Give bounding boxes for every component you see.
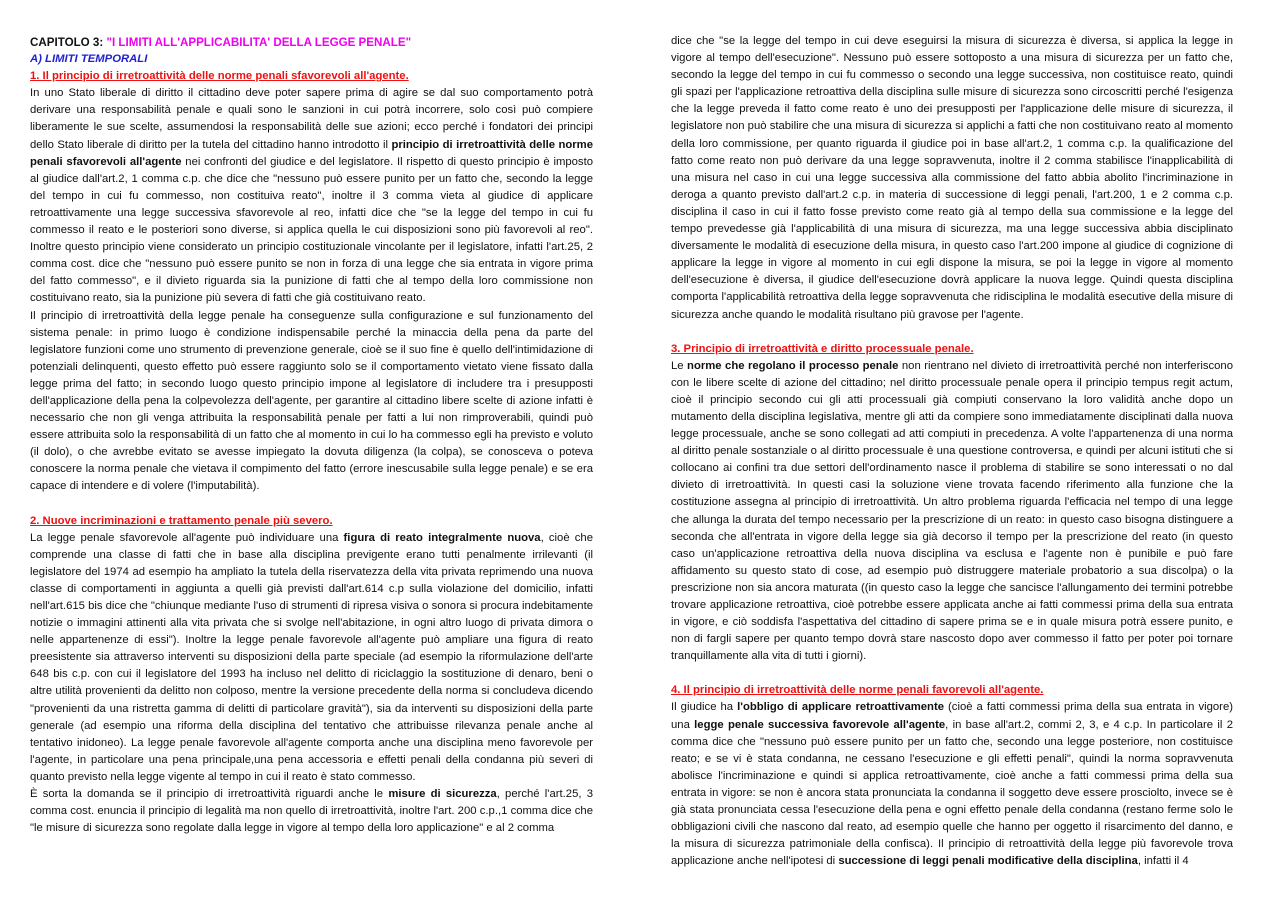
- paragraph-7-text-c: (cioè a fatti commessi prima della sua entrata in vigore) una: [671, 701, 1233, 731]
- paragraph-1-text-c: nei confronti del giudice e del legislatore. Il rispetto di questo principio è imposto al giudice dall'art.2, 1 comma c.p. che dice che "nessuno può essere punito per un fatto che, secondo la legge del tempo in cui fu commesso, non costituiva reato", inoltre il 3 comma vieta al giudice di applicare retroattivamente una legge successiva sfavorevole al reo, infatti dice che "se la legge del tempo in cui fu commesso il reato e le posteriori sono diverse, si applica quella le cui disposizioni sono più favorevoli al reo". Inoltre questo principio viene considerato un principio costituzionale vincolante per il legislatore, infatti l'art.25, 2 comma cost. dice che "nessuno può essere punito se non in forza di una legge che sia entrata in vigore prima del fatto commesso", e il divieto riguarda sia la punizione di fatti che al tempo della loro commissione non costituivano reato, sia la punizione più severa di fatti che già costituivano reato.: [30, 155, 593, 305]
- spacer: [671, 324, 1233, 341]
- paragraph-4-text-c: , perché l'art.25, 3 comma cost. enuncia il principio di legalità ma non quello di irretroattività, inoltre l'art. 200 c.p.,1 comma dice che "le misure di sicurezza sono regolate dalla legge in vigore al tempo della loro applicazione" e al 2 comma: [30, 788, 593, 835]
- paragraph-7-bold-1: l'obbligo di applicare retroattivamente: [737, 701, 944, 714]
- paragraph-3: [30, 530, 593, 786]
- paragraph-7-bold-2: legge penale successiva favorevole all'agente: [694, 718, 946, 731]
- right-column: [671, 33, 1233, 870]
- heading-2: 2. Nuove incriminazioni e trattamento penale più severo.: [30, 514, 333, 527]
- paragraph-4-bold: misure di sicurezza: [388, 788, 497, 801]
- spacer: [671, 665, 1233, 682]
- chapter-title: [30, 34, 593, 51]
- paragraph-7: [671, 699, 1233, 870]
- paragraph-6-text-c: non rientrano nel divieto di irretroattività perché non interferiscono con le libere scelte di azione del cittadino; nel diritto processuale penale opera il principio tempus regit actum, cioè il principio secondo cui gli atti processuali già compiuti conservano la loro validità anche dopo un mutamento della disciplina legislativa, mentre gli atti da compiere sono immediatamente disciplinati dalla nuova legge processuale, anche se sono collegati ad atti compiuti in precedenza. A volte l'appartenenza di una norma al diritto penale sostanziale o al diritto processuale è una questione controversa, e quindi per alcuni istituti che si collocano ai confini tra due settori dell'ordinamento nasce il problema di stabilire se sono interessati o no dal divieto di irretroattività. In questi casi la soluzione viene trovata facendo riferimento alla funzione che la costituzione assegna al principio di irretroattività. Un altro problema riguarda l'efficacia nel tempo di una legge che allunga la durata del tempo necessario per la prescrizione di un reato: in questo caso bisogna distinguere a seconda che all'entrata in vigore della legge sia già decorso il tempo per la prescrizione del reato (in questo caso un'applicazione retroattiva della nuova disciplina va esclusa e l'agente non è punibile e può fare affidamento su questo stato di cose, ad esempio può distruggere materiale probatorio a sua discolpa) o la prescrizione non sia ancora maturata ((in questo caso la legge che sancisce l'allungamento dei termini potrebbe trovare applicazione retroattiva, cioè potrebbe essere applicata anche ai fatti commessi prima della sua entrata in vigore, e ciò soddisfa l'aspettativa del cittadino di sapere prima se e in quale misura potrà essere punito, e non di fargli sapere per quanto tempo dovrà stare nascosto dopo aver commesso il fatto per poter poi tornare tranquillamente alla vita di tutti i giorni).: [671, 359, 1233, 663]
- paragraph-1: [30, 85, 593, 307]
- paragraph-1-bold: principio di irretroattività delle norme penali sfavorevoli all'agente: [30, 138, 593, 168]
- paragraph-7-text-e: , in base all'art.2, commi 2, 3, e 4 c.p. In particolare il 2 comma dice che "nessuno può essere punito per un fatto che, secondo una legge posteriore, non costituisce reato; e se vi è stata condanna, ne cessano l'esecuzione e gli effetti penali", quindi la norma sopravvenuta abolisce l'incriminazione e quindi si applica retroattivamente, cioè anche a fatti commessi prima della sua entrata in vigore: se non è ancora stata pronunciata la condanna il soggetto deve essere prosciolto, invece se è già stata pronunciata cessa l'esecuzione della pena e ogni effetto penale della condanna (restano ferme solo le obbligazioni civili che nascono dal reato, ad esempio quelle che hanno per oggetto il risarcimento del danno, e la misura di sicurezza patrimoniale della confisca). Il principio di retroattività della legge più favorevole trova applicazione anche nell'ipotesi di: [671, 718, 1233, 868]
- paragraph-1-text-a: In uno Stato liberale di diritto il cittadino deve poter sapere prima di agire se dal suo comportamento potrà derivare una responsabilità penale e quali sono le sanzioni in cui potrà incorrere, solo così può compiere liberamente le sue scelte, assumendosi la responsabilità delle sue azioni; ecco perché i fondatori dei principi dello Stato liberale di diritto per la tutela del cittadino hanno introdotto il: [30, 87, 593, 151]
- spacer: [30, 496, 593, 513]
- left-column: [30, 34, 593, 837]
- chapter-title-prefix: CAPITOLO 3:: [30, 36, 107, 49]
- paragraph-5: dice che "se la legge del tempo in cui deve eseguirsi la misura di sicurezza è diversa, si applica la legge in vigore al tempo dell'esecuzione". Nessuno può essere sottoposto a una misura di sicurezza per un fatto che, secondo la legge del tempo in cui fu commesso o secondo una legge successiva, non costituisce reato, quindi gli spazi per l'applicazione retroattiva della disciplina sulle misure di sicurezza sono circoscritti perché l'esigenza che la legge preveda il fatto come reato è uno dei presupposti per l'applicazione delle misure di sicurezza, il legislatore non può stabilire che una misura di sicurezza si applichi a fatti che non costituivano reato al momento della loro commissione, per quanto riguarda il giudice poi in base all'art.2, 1 comma c.p. la qualificazione del fatto come reato non può derivare da una legge sopravvenuta, inoltre il 2 comma stabilisce l'inapplicabilità di una misura nel caso in cui una legge successiva alla commissione del fatto abbia abolito l'incriminazione in deroga a quanto previsto dall'art.2 c.p. in materia di successione di leggi penali, l'art.200, 1 e 2 comma c.p. disciplina il caso in cui il fatto fosse previsto come reato già al tempo della sua commissione e la legge del tempo prevedesse già l'applicabilità di una misura di sicurezza, ma una legge successiva abbia disciplinato diversamente le modalità di esecuzione della misura, in questo caso l'art.200 impone al giudice di cognizione di applicare la legge in vigore al momento in cui egli dispone la misura, se poi la legge in vigore al momento dell'esecuzione è diversa, il giudice dell'esecuzione dovrà applicare la nuova legge. Quindi questa disciplina comporta l'applicabilità retroattiva della legge sopravvenuta che ridisciplina le modalità esecutive della misure di sicurezza anche quando le modalità risultano più gravose per l'agente.: [671, 35, 1233, 321]
- paragraph-3-text-c: , cioè che comprende una classe di fatti che in base alla disciplina previgente erano tutti penalmente irrilevanti (il legislatore del 1974 ad esempio ha ampliato la tutela della riservatezza della vita privata reprimendo una nuova classe di comportamenti in aggiunta a quelli già previsti dall'art.614 c.p sulla violazione del domicilio, infatti nell'art.615 bis dice che "chiunque mediante l'uso di strumenti di ripresa visiva o sonora si procura indebitamente notizie o immagini attinenti alla vita privata che si svolge nell'abitazione, in ogni altro luogo di privata dimora o nelle appartenenze di essi"). Inoltre la legge penale favorevole all'agente può ampliare una figura di reato preesistente sia attraverso interventi su disposizioni della parte speciale (ad esempio la riformulazione dell'arte 648 bis c.p. con cui il legislatore del 1993 ha incluso nel delitto di riciclaggio la sostituzione di denaro, beni o altre utilità provenienti da delitto non colposo, mentre la versione precedente della norma si concludeva dicendo "provenienti da una ristretta gamma di delitti di particolare gravità"), sia da interventi su disposizioni della parte generale (ad esempio una riforma della disciplina del tentativo che attribuisse rilevanza penale anche al tentativo inidoneo). La legge penale favorevole all'agente comporta anche una disciplina meno favorevole per l'agente, in particolare una pena principale,una pena accessoria e effetti penali della condanna più severi di quanto previsto nella legge vigente al tempo in cui il reato è stato commesso.: [30, 531, 593, 783]
- heading-3: 3. Principio di irretroattività e diritto processuale penale.: [671, 342, 974, 355]
- paragraph-6-text-a: Le: [671, 359, 688, 372]
- chapter-title-quote: "I LIMITI ALL'APPLICABILITA' DELLA LEGGE PENALE": [106, 36, 412, 49]
- paragraph-7-text-g: , infatti il 4: [1137, 855, 1189, 868]
- paragraph-2: Il principio di irretroattività della legge penale ha conseguenze sulla configurazione e sul funzionamento del sistema penale: in primo luogo è condizione indispensabile perché la minaccia della pena da parte del legislatore funzioni come uno strumento di prevenzione generale, cioè se il suo fine è quello dell'intimidazione di potenziali delinquenti, questo effetto può essere raggiunto solo se il comportamento vietato viene fissato dalla legge prima del fatto; in secondo luogo questo principio impone al legislatore di includere tra i presupposti dell'applicazione della pena la colpevolezza dell'agente, per garantire al cittadino libere scelte di azione infatti è necessario che non gli venga attribuita la responsabilità penale per fatti a lui non rimproverabili, quindi può essere attribuita solo la responsabilità di un fatto che al momento in cui lo ha commesso egli ha previsto e voluto (il dolo), o che avrebbe evitato se avesse impiegato la dovuta diligenza (la colpa), se conosceva o poteva conoscere la norma penale che vietava il compimento del fatto (errore inescusabile sulla legge penale) e se era capace di intendere e di volere (l'imputabilità).: [30, 309, 593, 493]
- paragraph-3-text-a: La legge penale sfavorevole all'agente può individuare una: [30, 531, 344, 544]
- paragraph-7-text-a: Il giudice ha: [671, 701, 738, 714]
- paragraph-7-bold-3: successione di leggi penali modificative della disciplina: [838, 855, 1138, 868]
- paragraph-3-bold: figura di reato integralmente nuova: [343, 531, 541, 544]
- paragraph-6-bold: norme che regolano il processo penale: [687, 359, 899, 372]
- heading-1: 1. Il principio di irretroattività delle norme penali sfavorevoli all'agente.: [30, 70, 409, 83]
- paragraph-6: [671, 358, 1233, 666]
- heading-4: 4. Il principio di irretroattività delle norme penali favorevoli all'agente.: [671, 684, 1044, 697]
- paragraph-4-text-a: È sorta la domanda se il principio di irretroattività riguardi anche le: [30, 788, 389, 801]
- section-heading: A) LIMITI TEMPORALI: [30, 53, 148, 66]
- paragraph-4: [30, 786, 593, 837]
